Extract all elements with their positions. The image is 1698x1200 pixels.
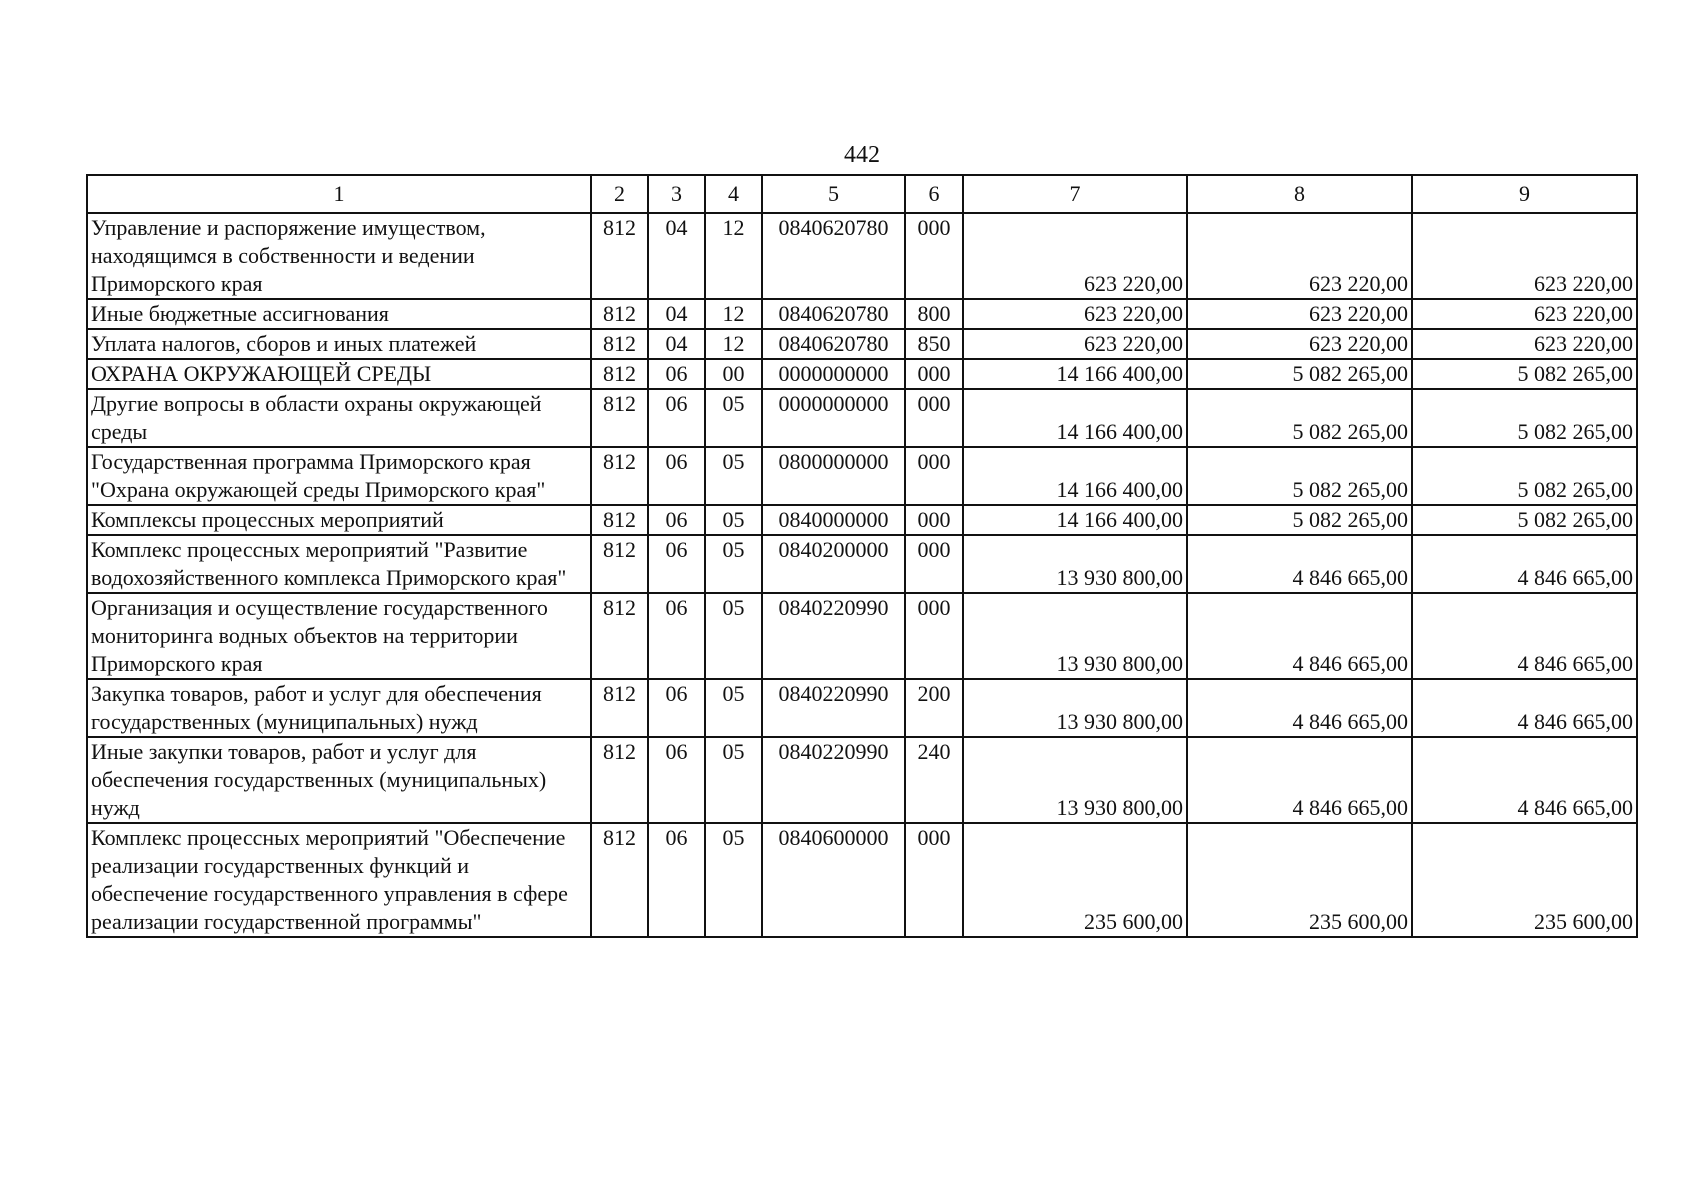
cell-code-6: 000 <box>905 823 963 937</box>
cell-amount-9: 623 220,00 <box>1412 329 1637 359</box>
cell-code-4: 05 <box>705 679 762 737</box>
cell-code-2: 812 <box>591 329 648 359</box>
cell-amount-9: 5 082 265,00 <box>1412 389 1637 447</box>
cell-code-6: 800 <box>905 299 963 329</box>
cell-code-2: 812 <box>591 823 648 937</box>
cell-amount-7: 13 930 800,00 <box>963 737 1187 823</box>
cell-code-6: 000 <box>905 535 963 593</box>
table-row <box>87 505 1637 535</box>
cell-amount-7: 14 166 400,00 <box>963 389 1187 447</box>
cell-code-2: 812 <box>591 389 648 447</box>
cell-amount-9: 235 600,00 <box>1412 823 1637 937</box>
column-header: 8 <box>1187 175 1412 213</box>
cell-code-4: 12 <box>705 299 762 329</box>
row-name: Комплексы процессных мероприятий <box>87 505 591 535</box>
cell-code-3: 06 <box>648 505 705 535</box>
cell-code-5: 0840220990 <box>762 737 905 823</box>
cell-amount-8: 5 082 265,00 <box>1187 447 1412 505</box>
header-row <box>87 175 1637 213</box>
cell-amount-7: 14 166 400,00 <box>963 359 1187 389</box>
cell-code-4: 12 <box>705 329 762 359</box>
table-row <box>87 329 1637 359</box>
cell-amount-8: 5 082 265,00 <box>1187 505 1412 535</box>
cell-code-6: 000 <box>905 447 963 505</box>
cell-code-3: 04 <box>648 299 705 329</box>
cell-amount-7: 14 166 400,00 <box>963 505 1187 535</box>
column-header: 9 <box>1412 175 1637 213</box>
cell-code-6: 240 <box>905 737 963 823</box>
cell-amount-9: 623 220,00 <box>1412 213 1637 299</box>
cell-code-2: 812 <box>591 299 648 329</box>
row-name: Закупка товаров, работ и услуг для обеспечения государственных (муниципальных) нужд <box>87 679 591 737</box>
cell-code-5: 0840220990 <box>762 593 905 679</box>
cell-code-5: 0000000000 <box>762 389 905 447</box>
cell-code-3: 04 <box>648 329 705 359</box>
row-name: Иные бюджетные ассигнования <box>87 299 591 329</box>
budget-table <box>86 174 1638 938</box>
cell-amount-9: 5 082 265,00 <box>1412 359 1637 389</box>
page-number: 442 <box>844 142 880 168</box>
row-name: Организация и осуществление государственного мониторинга водных объектов на территории Приморского края <box>87 593 591 679</box>
cell-code-4: 05 <box>705 389 762 447</box>
cell-amount-9: 623 220,00 <box>1412 299 1637 329</box>
cell-code-2: 812 <box>591 505 648 535</box>
table-row <box>87 447 1637 505</box>
cell-code-5: 0840620780 <box>762 213 905 299</box>
table-row <box>87 593 1637 679</box>
cell-amount-7: 623 220,00 <box>963 299 1187 329</box>
row-name: Государственная программа Приморского края "Охрана окружающей среды Приморского края" <box>87 447 591 505</box>
cell-amount-8: 5 082 265,00 <box>1187 389 1412 447</box>
cell-amount-8: 5 082 265,00 <box>1187 359 1412 389</box>
cell-amount-9: 4 846 665,00 <box>1412 535 1637 593</box>
cell-amount-7: 13 930 800,00 <box>963 593 1187 679</box>
cell-amount-7: 14 166 400,00 <box>963 447 1187 505</box>
row-name: ОХРАНА ОКРУЖАЮЩЕЙ СРЕДЫ <box>87 359 591 389</box>
cell-code-2: 812 <box>591 447 648 505</box>
cell-amount-9: 4 846 665,00 <box>1412 737 1637 823</box>
column-header: 4 <box>705 175 762 213</box>
cell-code-4: 05 <box>705 505 762 535</box>
cell-code-5: 0800000000 <box>762 447 905 505</box>
cell-amount-7: 623 220,00 <box>963 213 1187 299</box>
row-name: Уплата налогов, сборов и иных платежей <box>87 329 591 359</box>
row-name: Управление и распоряжение имуществом, находящимся в собственности и ведении Приморского края <box>87 213 591 299</box>
cell-code-4: 05 <box>705 535 762 593</box>
table-row <box>87 299 1637 329</box>
cell-code-5: 0000000000 <box>762 359 905 389</box>
cell-amount-8: 623 220,00 <box>1187 213 1412 299</box>
cell-amount-8: 4 846 665,00 <box>1187 593 1412 679</box>
cell-amount-9: 5 082 265,00 <box>1412 447 1637 505</box>
table-row <box>87 679 1637 737</box>
cell-code-6: 000 <box>905 213 963 299</box>
cell-code-6: 850 <box>905 329 963 359</box>
cell-code-3: 06 <box>648 447 705 505</box>
table-row <box>87 389 1637 447</box>
cell-code-4: 05 <box>705 593 762 679</box>
column-header: 7 <box>963 175 1187 213</box>
cell-code-3: 06 <box>648 737 705 823</box>
cell-code-6: 000 <box>905 389 963 447</box>
cell-amount-7: 623 220,00 <box>963 329 1187 359</box>
column-header: 3 <box>648 175 705 213</box>
table-row <box>87 737 1637 823</box>
cell-code-5: 0840600000 <box>762 823 905 937</box>
cell-amount-8: 4 846 665,00 <box>1187 737 1412 823</box>
cell-code-2: 812 <box>591 213 648 299</box>
cell-code-2: 812 <box>591 737 648 823</box>
cell-amount-9: 5 082 265,00 <box>1412 505 1637 535</box>
cell-code-3: 06 <box>648 389 705 447</box>
row-name: Иные закупки товаров, работ и услуг для обеспечения государственных (муниципальных) нужд <box>87 737 591 823</box>
cell-code-6: 200 <box>905 679 963 737</box>
cell-amount-8: 623 220,00 <box>1187 299 1412 329</box>
row-name: Комплекс процессных мероприятий "Обеспечение реализации государственных функций и обеспечение государственного управления в сфере реализации государственной программы" <box>87 823 591 937</box>
cell-amount-8: 4 846 665,00 <box>1187 679 1412 737</box>
cell-amount-8: 235 600,00 <box>1187 823 1412 937</box>
cell-code-4: 05 <box>705 737 762 823</box>
column-header: 5 <box>762 175 905 213</box>
cell-code-2: 812 <box>591 535 648 593</box>
cell-code-3: 06 <box>648 679 705 737</box>
cell-amount-7: 13 930 800,00 <box>963 535 1187 593</box>
cell-amount-9: 4 846 665,00 <box>1412 593 1637 679</box>
cell-code-5: 0840620780 <box>762 329 905 359</box>
cell-code-5: 0840220990 <box>762 679 905 737</box>
column-header: 6 <box>905 175 963 213</box>
cell-code-5: 0840620780 <box>762 299 905 329</box>
cell-code-3: 06 <box>648 593 705 679</box>
cell-code-4: 05 <box>705 447 762 505</box>
table-row <box>87 535 1637 593</box>
row-name: Другие вопросы в области охраны окружающей среды <box>87 389 591 447</box>
cell-amount-9: 4 846 665,00 <box>1412 679 1637 737</box>
cell-code-6: 000 <box>905 359 963 389</box>
table-row <box>87 213 1637 299</box>
cell-amount-7: 235 600,00 <box>963 823 1187 937</box>
cell-code-3: 04 <box>648 213 705 299</box>
cell-code-5: 0840200000 <box>762 535 905 593</box>
table-row <box>87 359 1637 389</box>
row-name: Комплекс процессных мероприятий "Развитие водохозяйственного комплекса Приморского края" <box>87 535 591 593</box>
table-row <box>87 823 1637 937</box>
column-header: 1 <box>87 175 591 213</box>
cell-amount-8: 623 220,00 <box>1187 329 1412 359</box>
cell-code-2: 812 <box>591 359 648 389</box>
cell-code-6: 000 <box>905 593 963 679</box>
cell-code-3: 06 <box>648 359 705 389</box>
cell-code-4: 05 <box>705 823 762 937</box>
cell-code-5: 0840000000 <box>762 505 905 535</box>
cell-code-3: 06 <box>648 823 705 937</box>
column-header: 2 <box>591 175 648 213</box>
cell-code-2: 812 <box>591 679 648 737</box>
cell-code-2: 812 <box>591 593 648 679</box>
cell-code-4: 00 <box>705 359 762 389</box>
cell-code-4: 12 <box>705 213 762 299</box>
cell-code-3: 06 <box>648 535 705 593</box>
cell-amount-7: 13 930 800,00 <box>963 679 1187 737</box>
cell-amount-8: 4 846 665,00 <box>1187 535 1412 593</box>
cell-code-6: 000 <box>905 505 963 535</box>
